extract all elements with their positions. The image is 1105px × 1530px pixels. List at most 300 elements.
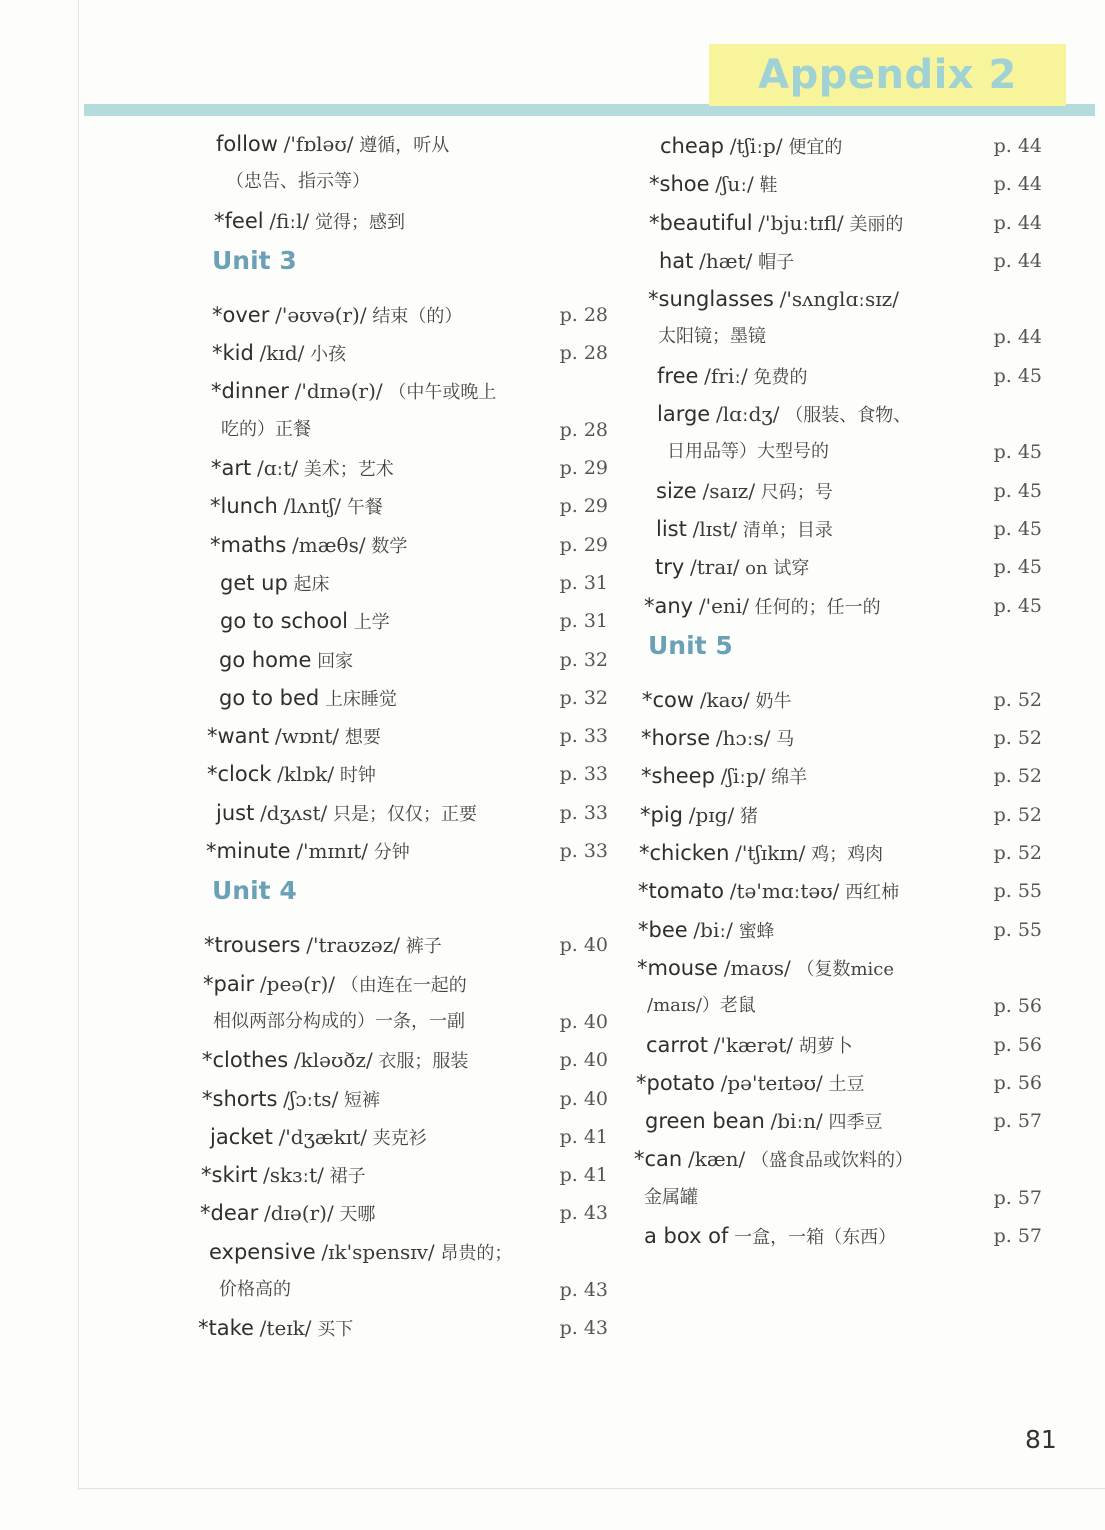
phonetic: /'sʌnglɑːsɪz/ (779, 287, 899, 312)
page-ref: p. 43 (559, 1317, 608, 1340)
headword: cheap (660, 134, 724, 158)
meaning: 结束（的） (372, 305, 463, 327)
glossary-entry (198, 564, 608, 602)
headword: *sunglasses (648, 287, 774, 312)
glossary-entry (634, 472, 1042, 510)
page-ref: p. 52 (993, 765, 1042, 788)
meaning-continued: 日用品等）大型号的 (667, 441, 829, 463)
page-ref: p. 31 (559, 610, 608, 633)
meaning: 绵羊 (771, 767, 808, 789)
meaning-continued: 太阳镜；墨镜 (658, 326, 766, 348)
phonetic: /kləʊðz/ (293, 1048, 373, 1073)
page-ref: p. 29 (559, 533, 608, 556)
phonetic: /biː/ (693, 917, 733, 942)
page-ref: p. 43 (559, 1202, 608, 1225)
phonetic: /wɒnt/ (274, 724, 340, 749)
headword: get up (220, 570, 288, 595)
phonetic: /'kærət/ (713, 1032, 793, 1057)
phonetic: /ʃiːp/ (720, 764, 766, 789)
entry-line (212, 296, 608, 334)
meaning: 便宜的 (788, 137, 843, 158)
entry-line (657, 395, 1042, 433)
entry-line (656, 472, 1042, 510)
page-ref: p. 40 (559, 1087, 608, 1110)
headword: *feel (214, 208, 264, 233)
meaning: 遵循，听从 (359, 135, 450, 156)
meaning: 马 (776, 729, 795, 751)
page-ref: p. 56 (993, 1033, 1042, 1056)
phonetic: /traɪ/ (690, 555, 740, 580)
glossary-entry (198, 717, 608, 755)
entry-line (636, 1064, 1042, 1102)
page-ref: p. 44 (993, 249, 1042, 272)
meaning: 短裤 (344, 1089, 381, 1111)
glossary-entry (634, 1064, 1042, 1102)
entry-line (216, 125, 608, 163)
glossary-entry (634, 949, 1042, 1026)
glossary-entry (634, 280, 1042, 357)
meaning: 裤子 (405, 936, 442, 958)
phonetic: /teɪk/ (259, 1316, 312, 1341)
page-ref: p. 45 (993, 441, 1042, 464)
headword: *tomato (638, 879, 724, 904)
appendix-banner (709, 44, 1066, 106)
entry-line (644, 587, 1042, 625)
glossary-entry (198, 372, 608, 449)
glossary-entry (198, 926, 608, 964)
glossary-entry (634, 204, 1042, 242)
phonetic: /'dʒækɪt/ (278, 1124, 367, 1149)
meaning-continued: （忠告、指示等） (226, 171, 370, 193)
glossary-entry (198, 1233, 608, 1310)
page-ref: p. 55 (993, 880, 1042, 903)
page-bottom-edge (78, 1488, 1105, 1489)
meaning: 尺码；号 (760, 481, 833, 503)
meaning: （复数mice (796, 958, 895, 980)
phonetic: /'fɒləʊ/ (283, 132, 354, 156)
entry-line (211, 449, 608, 487)
unit-heading: Unit 3 (212, 245, 297, 275)
meaning: 美术；艺术 (303, 459, 394, 481)
entry-line (657, 357, 1042, 395)
entry-line (207, 717, 608, 755)
entry-line (219, 679, 608, 717)
page-ref: p. 55 (993, 918, 1042, 941)
glossary-entry (198, 202, 608, 240)
entry-line (634, 1140, 1042, 1178)
glossary-entry (198, 125, 608, 202)
glossary-column-left (198, 125, 608, 1348)
meaning: 美丽的 (849, 213, 904, 235)
meaning: 买下 (317, 1319, 354, 1341)
glossary-entry (198, 449, 608, 487)
glossary-entry (634, 548, 1042, 586)
entry-line (204, 926, 608, 964)
glossary-entry (634, 510, 1042, 548)
glossary-entry (634, 1140, 1042, 1217)
phonetic: /lɑːdʒ/ (715, 402, 780, 427)
page-ref: p. 32 (559, 648, 608, 671)
headword: list (656, 516, 687, 541)
meaning: 西红柿 (845, 882, 900, 904)
meaning: 土豆 (828, 1073, 865, 1095)
phonetic: /biːn/ (770, 1109, 823, 1134)
phonetic: /kɪd/ (259, 341, 305, 366)
headword: *want (207, 724, 270, 749)
headword: free (657, 363, 699, 388)
phonetic: /'tʃɪkɪn/ (735, 841, 806, 866)
headword: go home (219, 647, 312, 672)
unit-heading: Unit 4 (212, 876, 297, 906)
meaning: 午餐 (346, 497, 383, 519)
phonetic: /saɪz/ (702, 478, 756, 503)
entry-continuation-line (211, 411, 608, 449)
entry-line (220, 564, 608, 602)
entry-line (648, 280, 1042, 318)
entry-line (645, 1102, 1042, 1140)
meaning: 衣服；服装 (378, 1051, 469, 1073)
phonetic: /'dɪnə(r)/ (294, 379, 383, 404)
headword: *shoe (649, 172, 710, 197)
phonetic: /'eni/ (698, 593, 749, 618)
entry-line (198, 1309, 608, 1347)
page-ref: p. 33 (559, 725, 608, 748)
meaning: 免费的 (753, 366, 808, 388)
meaning: on 试穿 (745, 558, 810, 580)
entry-line (646, 1026, 1042, 1064)
phonetic: /maʊs/ (723, 955, 791, 980)
glossary-entry (634, 719, 1042, 757)
page-edge (78, 0, 79, 1490)
glossary-entry (198, 334, 608, 372)
headword: *dinner (211, 379, 289, 404)
phonetic: /kæn/ (687, 1147, 746, 1172)
entry-line (200, 1194, 608, 1232)
page-ref: p. 29 (559, 457, 608, 480)
meaning: 蜜蜂 (738, 920, 775, 942)
glossary-entry (634, 242, 1042, 280)
glossary-entry (634, 1102, 1042, 1140)
headword: *horse (641, 726, 711, 751)
meaning: 裙子 (329, 1166, 366, 1188)
entry-line (656, 510, 1042, 548)
meaning: 鸡；鸡肉 (811, 844, 884, 866)
glossary-entry (634, 395, 1042, 472)
glossary-entry (198, 1041, 608, 1079)
phonetic: /'əʊvə(r)/ (275, 302, 367, 327)
glossary-entry (198, 965, 608, 1042)
headword: a box of (644, 1224, 729, 1249)
meaning-continued: /maɪs/）老鼠 (647, 995, 756, 1017)
phonetic: /skɜːt/ (263, 1163, 324, 1188)
meaning: 上床睡觉 (324, 688, 397, 710)
headword: *pair (203, 971, 255, 996)
phonetic: /ɑːt/ (256, 456, 299, 481)
glossary-column-right (634, 127, 1042, 1255)
page-ref: p. 45 (993, 479, 1042, 502)
phonetic: /kaʊ/ (699, 687, 750, 712)
entry-line (642, 681, 1042, 719)
page-ref: p. 28 (559, 303, 608, 326)
entry-continuation-line (637, 987, 1042, 1025)
page-ref: p. 45 (993, 364, 1042, 387)
page-ref: p. 44 (993, 326, 1042, 349)
entry-continuation-line (634, 1179, 1042, 1217)
page-ref: p. 45 (993, 517, 1042, 540)
meaning: 帽子 (758, 251, 795, 273)
page-ref: p. 28 (559, 342, 608, 365)
page-ref: p. 57 (993, 1110, 1042, 1133)
page-ref: p. 41 (559, 1164, 608, 1187)
meaning: 清单；目录 (742, 519, 833, 541)
meaning: 昂贵的； (440, 1242, 513, 1264)
page-ref: p. 32 (559, 686, 608, 709)
glossary-entry (198, 794, 608, 832)
phonetic: /ɪk'spensɪv/ (321, 1239, 435, 1264)
phonetic: /ʃɔːts/ (283, 1086, 339, 1111)
entry-line (211, 372, 608, 410)
glossary-entry (634, 911, 1042, 949)
page-ref: p. 40 (559, 1049, 608, 1072)
entry-line (639, 834, 1042, 872)
meaning: 只是；仅仅；正要 (332, 803, 477, 825)
entry-line (641, 719, 1042, 757)
glossary-entry (198, 602, 608, 640)
meaning: 鞋 (759, 175, 778, 197)
headword: go to school (220, 609, 348, 634)
headword: follow (216, 132, 278, 156)
headword: *pig (640, 802, 683, 827)
phonetic: /'mɪnɪt/ (296, 839, 368, 864)
page-ref: p. 56 (993, 1071, 1042, 1094)
headword: *shorts (202, 1086, 278, 1111)
entry-line (638, 911, 1042, 949)
glossary-entry (634, 587, 1042, 625)
headword: hat (659, 248, 694, 273)
headword: *trousers (204, 933, 301, 958)
glossary-entry (634, 681, 1042, 719)
entry-line (210, 526, 608, 564)
glossary-entry (634, 127, 1042, 165)
meaning: 猪 (739, 805, 758, 827)
headword: *skirt (201, 1163, 258, 1188)
headword: *clock (207, 762, 272, 787)
entry-continuation-line (203, 1003, 608, 1041)
meaning: 上学 (353, 612, 390, 634)
phonetic: /mæθs/ (292, 532, 366, 557)
page-ref: p. 57 (993, 1186, 1042, 1209)
page-ref: p. 40 (559, 1010, 608, 1033)
entry-line (216, 794, 608, 832)
headword: just (216, 800, 255, 825)
meaning: （服装、食物、 (785, 405, 912, 427)
headword: *any (644, 593, 694, 618)
entry-line (644, 1217, 1042, 1255)
entry-continuation-line (216, 163, 608, 201)
headword: green bean (645, 1109, 765, 1134)
entry-line (207, 755, 608, 793)
entry-continuation-line (657, 433, 1042, 471)
headword: *lunch (210, 494, 278, 519)
page-ref: p. 52 (993, 803, 1042, 826)
headword: *potato (636, 1070, 715, 1095)
phonetic: /tə'mɑːtəʊ/ (729, 879, 840, 904)
meaning: 觉得；感到 (315, 211, 405, 233)
entry-line (641, 757, 1042, 795)
page-ref: p. 44 (993, 135, 1042, 157)
headword: *clothes (202, 1048, 289, 1073)
phonetic: /fiːl/ (269, 208, 310, 233)
phonetic: /dʒʌst/ (260, 800, 328, 825)
headword: *dear (200, 1201, 259, 1226)
unit-heading: Unit 5 (648, 630, 733, 660)
headword: jacket (210, 1124, 273, 1149)
page-ref: p. 28 (559, 418, 608, 441)
entry-line (220, 602, 608, 640)
page-ref: p. 31 (559, 571, 608, 594)
headword: carrot (646, 1032, 708, 1057)
phonetic: /dɪə(r)/ (264, 1201, 334, 1226)
meaning-continued: 吃的）正餐 (221, 418, 311, 440)
headword: *art (211, 456, 252, 481)
meaning: 分钟 (373, 842, 410, 864)
entry-line (660, 127, 1042, 165)
glossary-entry (198, 1194, 608, 1232)
entry-continuation-line (209, 1271, 608, 1309)
meaning: 天哪 (339, 1204, 376, 1226)
entry-line (637, 949, 1042, 987)
phonetic: /friː/ (704, 363, 748, 388)
entry-line (209, 1233, 608, 1271)
meaning-continued: 相似两部分构成的）一条，一副 (213, 1010, 465, 1032)
glossary-entry (634, 757, 1042, 795)
headword: *maths (210, 532, 287, 557)
glossary-entry (198, 296, 608, 334)
entry-line (219, 641, 608, 679)
page-ref: p. 52 (993, 688, 1042, 711)
entry-line (640, 796, 1042, 834)
page-ref: p. 43 (559, 1279, 608, 1302)
headword: size (656, 478, 697, 503)
phonetic: /hæt/ (699, 248, 753, 273)
entry-line (659, 242, 1042, 280)
glossary-entry (634, 872, 1042, 910)
phonetic: /ʃuː/ (715, 172, 754, 197)
meaning: 奶牛 (755, 690, 792, 712)
meaning-continued: 金属罐 (644, 1186, 698, 1208)
phonetic: /lɪst/ (692, 516, 738, 541)
headword: *kid (212, 341, 254, 366)
headword: *over (212, 302, 270, 327)
entry-line (649, 165, 1042, 203)
glossary-entry (634, 1026, 1042, 1064)
page-ref: p. 33 (559, 801, 608, 824)
phonetic: /lʌntʃ/ (283, 494, 342, 519)
page-ref: p. 40 (559, 934, 608, 957)
page-ref: p. 57 (993, 1225, 1042, 1248)
headword: large (657, 402, 711, 427)
glossary-entry (198, 1156, 608, 1194)
phonetic: /pɪg/ (688, 802, 735, 827)
headword: *cow (642, 687, 695, 712)
headword: *minute (206, 839, 291, 864)
meaning: 四季豆 (828, 1112, 883, 1134)
entry-line (202, 1080, 608, 1118)
phonetic: /klɒk/ (277, 762, 335, 787)
glossary-entry (198, 832, 608, 870)
glossary-entry (634, 357, 1042, 395)
entry-line (210, 487, 608, 525)
glossary-entry (634, 1217, 1042, 1255)
glossary-entry (634, 834, 1042, 872)
meaning: 任何的；任一的 (754, 596, 881, 618)
entry-line (210, 1118, 608, 1156)
headword: expensive (209, 1239, 316, 1264)
page-ref: p. 33 (559, 763, 608, 786)
meaning: 数学 (371, 535, 408, 557)
glossary-entry (198, 679, 608, 717)
headword: *bee (638, 917, 688, 942)
page-ref: p. 29 (559, 495, 608, 518)
entry-line (206, 832, 608, 870)
glossary-entry (634, 165, 1042, 203)
glossary-entry (198, 755, 608, 793)
appendix-title: Appendix 2 (758, 52, 1017, 98)
phonetic: /'bjuːtɪfl/ (758, 210, 844, 235)
entry-line (655, 548, 1042, 586)
entry-continuation-line (648, 318, 1042, 356)
headword: try (655, 555, 685, 580)
page-ref: p. 41 (559, 1125, 608, 1148)
entry-line (649, 204, 1042, 242)
phonetic: /tʃiːp/ (729, 134, 783, 158)
meaning: 胡萝卜 (798, 1035, 853, 1057)
entry-line (202, 1041, 608, 1079)
glossary-entry (198, 487, 608, 525)
entry-line (638, 872, 1042, 910)
meaning: 起床 (293, 573, 330, 595)
entry-line (214, 202, 608, 240)
meaning: 时钟 (339, 765, 376, 787)
glossary-entry (634, 796, 1042, 834)
headword: *beautiful (649, 210, 753, 235)
headword: *chicken (639, 841, 730, 866)
entry-line (201, 1156, 608, 1194)
meaning: 回家 (317, 650, 354, 672)
meaning: 小孩 (310, 344, 347, 366)
meaning: （盛食品或饮料的） (750, 1150, 913, 1172)
headword: go to bed (219, 685, 320, 710)
page-ref: p. 44 (993, 173, 1042, 196)
page-ref: p. 52 (993, 842, 1042, 865)
meaning-continued: 价格高的 (219, 1279, 291, 1301)
page-ref: p. 52 (993, 727, 1042, 750)
page-ref: p. 56 (993, 995, 1042, 1018)
glossary-entry (198, 1309, 608, 1347)
page-ref: p. 33 (559, 840, 608, 863)
meaning: 夹克衫 (372, 1127, 427, 1149)
glossary-entry (198, 1118, 608, 1156)
meaning: 想要 (344, 727, 381, 749)
page-ref: p. 44 (993, 211, 1042, 234)
phonetic: /peə(r)/ (259, 971, 336, 996)
entry-line (203, 965, 608, 1003)
meaning: 一盒，一箱（东西） (734, 1227, 897, 1249)
entry-line (212, 334, 608, 372)
phonetic: /hɔːs/ (715, 726, 771, 751)
headword: *take (198, 1316, 254, 1341)
headword: *can (634, 1147, 683, 1172)
